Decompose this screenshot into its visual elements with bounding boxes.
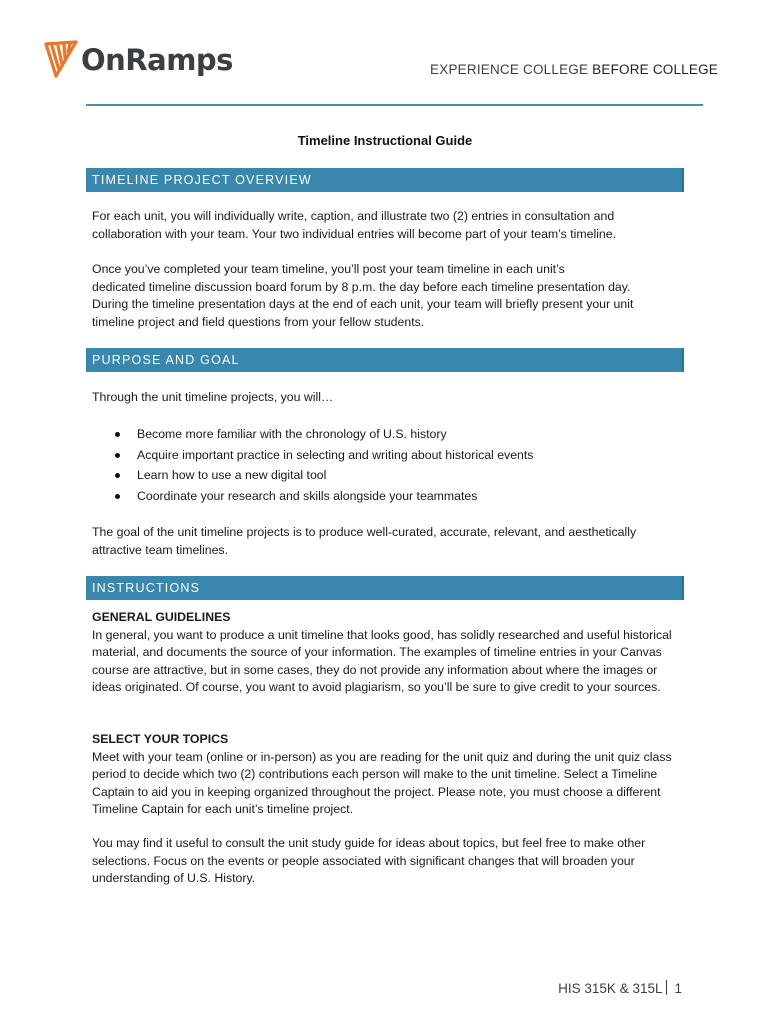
tagline-part1: EXPERIENCE COLLEGE — [430, 62, 593, 77]
page-footer — [558, 980, 682, 996]
onramps-logo — [42, 38, 233, 82]
list-item: Acquire important practice in selecting and writing about historical events — [110, 445, 533, 466]
section-header-instructions: INSTRUCTIONS — [86, 576, 684, 600]
overview-paragraph-1 — [92, 208, 682, 243]
overview-p1: For each unit, you will individually write, caption, and illustrate two (2) entries in consultation and collaboration with your team. Your two individual entries will become part of your team’s timeline. — [92, 209, 617, 241]
select-topics-heading: SELECT YOUR TOPICS — [92, 732, 229, 746]
select-topics-block — [92, 731, 682, 819]
purpose-intro: Through the unit timeline projects, you will… — [92, 390, 334, 404]
section-header-overview: TIMELINE PROJECT OVERVIEW — [86, 168, 684, 192]
general-guidelines-block — [92, 609, 682, 697]
header-divider — [86, 104, 703, 106]
page-number: 1 — [674, 981, 682, 996]
purpose-bullet-list — [110, 424, 533, 507]
list-item: Coordinate your research and skills alongside your teammates — [110, 486, 533, 507]
page-title: Timeline Instructional Guide — [297, 133, 473, 148]
section-header-purpose: PURPOSE AND GOAL — [86, 348, 684, 372]
general-guidelines-heading: GENERAL GUIDELINES — [92, 610, 231, 624]
onramps-logo-icon — [42, 38, 80, 82]
tagline-part2: BEFORE COLLEGE — [592, 62, 718, 77]
study-guide-paragraph: You may find it useful to consult the unit study guide for ideas about topics, but feel free to make other selections. Focus on the events or people associated with significant changes that will broaden your understanding of U.S. History. — [92, 836, 646, 885]
overview-p2-line3: During the timeline presentation days at the end of each unit, your team will briefly present your unit — [92, 297, 634, 311]
overview-paragraph-2 — [92, 261, 682, 331]
page-header — [0, 0, 770, 110]
overview-p2-line2: dedicated timeline discussion board forum by 8 p.m. the day before each timeline presentation day. — [92, 279, 631, 294]
footer-separator — [666, 980, 667, 995]
logo-wordmark: OnRamps — [81, 43, 233, 77]
purpose-goal: The goal of the unit timeline projects is to produce well-curated, accurate, relevant, and aesthetically attractive team timelines. — [92, 525, 637, 557]
general-guidelines-text: In general, you want to produce a unit timeline that looks good, has solidly researched and useful historical material, and documents the source of your information. The examples of timeline entries in your Canvas course are attractive, but in some cases, they do not provide any information about where the images or ideas originated. Of course, you want to avoid plagiarism, so you’ll be sure to give credit to your sources. — [92, 627, 672, 694]
overview-p2-line1: Once you’ve completed your team timeline, you’ll post your team timeline in each unit’s — [92, 262, 565, 276]
overview-p2-line4: timeline project and field questions from your fellow students. — [92, 314, 425, 329]
tagline — [430, 62, 718, 77]
list-item: Learn how to use a new digital tool — [110, 465, 533, 486]
select-topics-text: Meet with your team (online or in-person) as you are reading for the unit quiz and during the unit quiz class period to decide which two (2) contributions each person will make to the unit timeline. Select a Timeline Captain to aid you in keeping organized throughout the project. Please note, you must choose a different Timeline Captain for each unit’s timeline project. — [92, 749, 672, 816]
course-code: HIS 315K & 315L — [558, 981, 663, 996]
list-item: Become more familiar with the chronology of U.S. history — [110, 424, 533, 445]
